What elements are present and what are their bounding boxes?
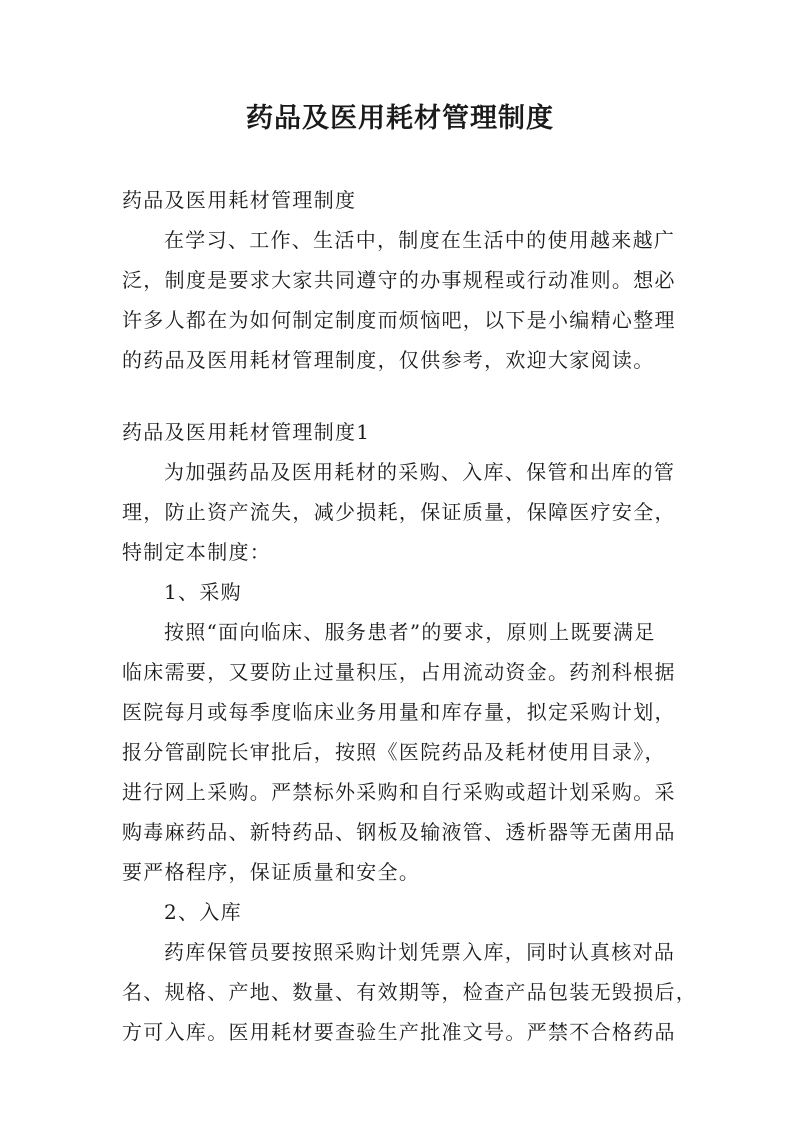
- section1-paragraph-line: 理，防止资产流失，减少损耗，保证质量，保障医疗安全，: [122, 500, 676, 524]
- section1-heading: 药品及医用耗材管理制度1: [122, 420, 371, 444]
- item2-paragraph-line: 药库保管员要按照采购计划凭票入库，同时认真核对品: [164, 940, 676, 964]
- section1-paragraph-line: 特制定本制度：: [122, 540, 272, 564]
- intro-paragraph-line: 的药品及医用耗材管理制度，仅供参考，欢迎大家阅读。: [122, 348, 655, 372]
- section1-paragraph-line: 为加强药品及医用耗材的采购、入库、保管和出库的管: [164, 460, 676, 484]
- intro-paragraph-line: 在学习、工作、生活中，制度在生活中的使用越来越广: [164, 228, 676, 252]
- item1-paragraph-line: 临床需要，又要防止过量积压，占用流动资金。药剂科根据: [122, 660, 676, 684]
- item1-paragraph-line: 购毒麻药品、新特药品、钢板及输液管、透析器等无菌用品: [122, 820, 676, 844]
- document-body: [122, 180, 698, 1052]
- item1-heading: 1、采购: [164, 580, 242, 604]
- item2-heading: 2、入库: [164, 900, 242, 924]
- item2-paragraph-line: 名、规格、产地、数量、有效期等，检查产品包装无毁损后，: [122, 980, 698, 1004]
- intro-paragraph-line: 泛，制度是要求大家共同遵守的办事规程或行动准则。想必: [122, 268, 676, 292]
- item2-paragraph-line: 方可入库。医用耗材要查验生产批准文号。严禁不合格药品: [122, 1020, 676, 1044]
- item1-paragraph-line: 进行网上采购。严禁标外采购和自行采购或超计划采购。采: [122, 780, 676, 804]
- item1-paragraph-line: 医院每月或每季度临床业务用量和库存量，拟定采购计划，: [122, 700, 676, 724]
- intro-heading: 药品及医用耗材管理制度: [122, 188, 357, 212]
- section-spacer: [122, 380, 688, 412]
- item1-paragraph-line: 要严格程序，保证质量和安全。: [122, 860, 421, 884]
- item1-paragraph-line: 按照“面向临床、服务患者”的要求，原则上既要满足: [164, 620, 656, 644]
- document-title: 药品及医用耗材管理制度: [246, 103, 554, 134]
- intro-paragraph-line: 许多人都在为如何制定制度而烦恼吧，以下是小编精心整理: [122, 308, 676, 332]
- item1-paragraph-line: 报分管副院长审批后，按照《医院药品及耗材使用目录》，: [122, 740, 666, 764]
